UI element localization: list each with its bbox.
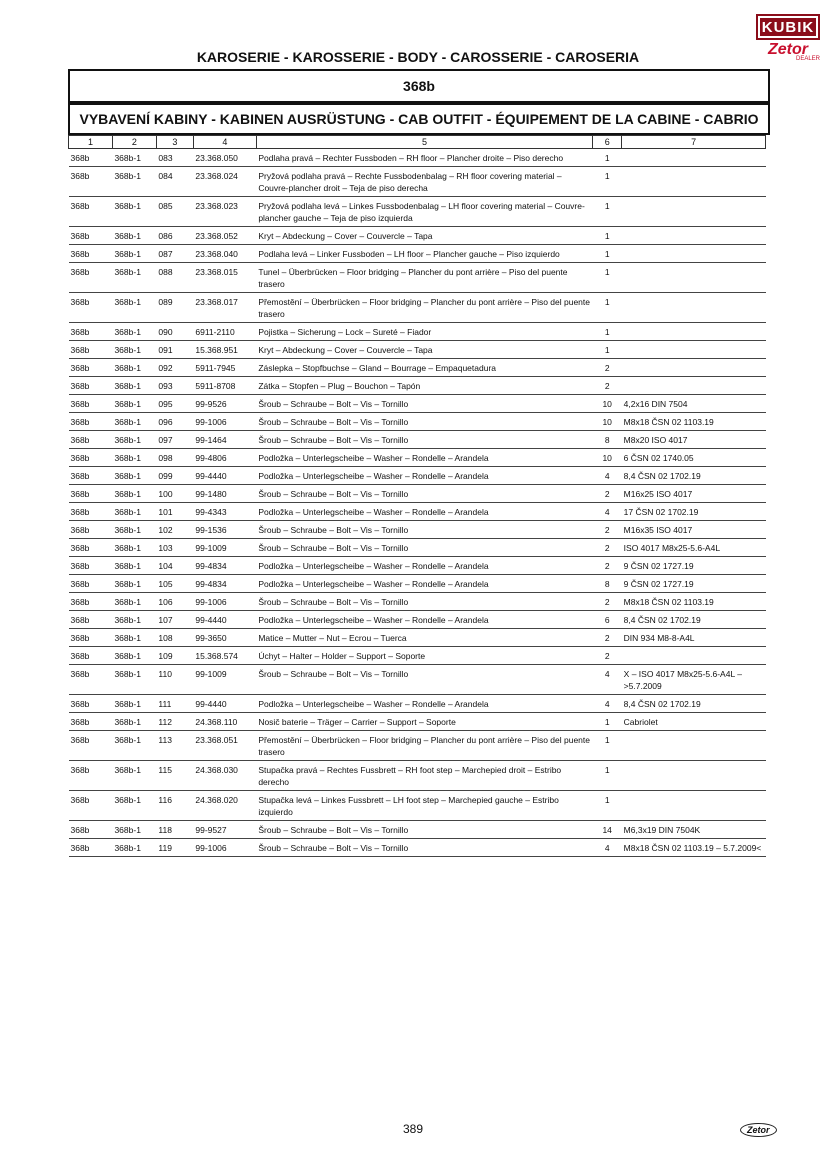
table-cell (622, 323, 766, 341)
table-cell: 15.368.574 (193, 647, 256, 665)
table-cell: 8,4 ČSN 02 1702.19 (622, 611, 766, 629)
table-cell: 23.368.015 (193, 263, 256, 293)
table-cell: 99-1006 (193, 593, 256, 611)
table-cell: 368b (69, 821, 113, 839)
group-code: 368b (68, 69, 770, 103)
table-cell (622, 293, 766, 323)
table-cell: 103 (156, 539, 193, 557)
table-cell: 368b-1 (112, 167, 156, 197)
table-cell: 108 (156, 629, 193, 647)
table-cell: 368b-1 (112, 449, 156, 467)
table-cell: 8,4 ČSN 02 1702.19 (622, 695, 766, 713)
table-cell: 368b-1 (112, 413, 156, 431)
table-cell: 368b-1 (112, 713, 156, 731)
table-cell: Přemostění – Überbrücken – Floor bridging – Plancher du pont arrière – Piso del puente trasero (256, 293, 592, 323)
table-cell: 2 (593, 359, 622, 377)
table-row (69, 521, 766, 539)
table-cell: 99-4806 (193, 449, 256, 467)
table-cell: Tunel – Überbrücken – Floor bridging – Plancher du pont arrière – Piso del puente trasero (256, 263, 592, 293)
table-cell: Podložka – Unterlegscheibe – Washer – Rondelle – Arandela (256, 557, 592, 575)
table-cell: 089 (156, 293, 193, 323)
table-cell: 99-4440 (193, 695, 256, 713)
table-cell (622, 149, 766, 167)
table-cell: 8 (593, 575, 622, 593)
table-cell: 098 (156, 449, 193, 467)
table-cell: 9 ČSN 02 1727.19 (622, 575, 766, 593)
table-cell: Šroub – Schraube – Bolt – Vis – Tornillo (256, 665, 592, 695)
table-cell: 368b (69, 593, 113, 611)
table-cell: 24.368.110 (193, 713, 256, 731)
table-cell: 368b (69, 395, 113, 413)
table-cell: M6,3x19 DIN 7504K (622, 821, 766, 839)
table-cell: 368b (69, 665, 113, 695)
table-cell: 111 (156, 695, 193, 713)
table-row (69, 293, 766, 323)
table-row (69, 557, 766, 575)
table-cell: Kryt – Abdeckung – Cover – Couvercle – Tapa (256, 341, 592, 359)
table-cell: 368b (69, 575, 113, 593)
table-cell: 368b-1 (112, 761, 156, 791)
table-cell: 368b-1 (112, 149, 156, 167)
table-cell: 368b-1 (112, 593, 156, 611)
table-cell: 99-9526 (193, 395, 256, 413)
table-cell: Šroub – Schraube – Bolt – Vis – Tornillo (256, 395, 592, 413)
table-cell: Stupačka levá – Linkes Fussbrett – LH foot step – Marchepied gauche – Estribo izquierdo (256, 791, 592, 821)
table-cell (622, 791, 766, 821)
table-cell: 99-4343 (193, 503, 256, 521)
table-cell: 99-1536 (193, 521, 256, 539)
table-cell: 368b (69, 377, 113, 395)
table-cell: 104 (156, 557, 193, 575)
table-cell: 368b-1 (112, 263, 156, 293)
table-row (69, 431, 766, 449)
table-cell: 1 (593, 293, 622, 323)
table-cell: 368b (69, 467, 113, 485)
table-cell: 083 (156, 149, 193, 167)
table-cell: 368b (69, 839, 113, 857)
table-cell: Podložka – Unterlegscheibe – Washer – Rondelle – Arandela (256, 575, 592, 593)
table-cell: 99-1464 (193, 431, 256, 449)
table-cell: M16x25 ISO 4017 (622, 485, 766, 503)
table-cell: 99-9527 (193, 821, 256, 839)
table-cell: 2 (593, 377, 622, 395)
table-cell: 2 (593, 557, 622, 575)
table-cell: 368b-1 (112, 647, 156, 665)
table-cell: 119 (156, 839, 193, 857)
table-cell: 095 (156, 395, 193, 413)
table-cell (622, 377, 766, 395)
table-cell: 368b-1 (112, 395, 156, 413)
page-title: KAROSERIE - KAROSSERIE - BODY - CAROSSERIE - CAROSERIA (196, 49, 640, 65)
table-cell: 368b-1 (112, 695, 156, 713)
table-cell: 6 ČSN 02 1740.05 (622, 449, 766, 467)
table-cell: Šroub – Schraube – Bolt – Vis – Tornillo (256, 821, 592, 839)
parts-table (68, 135, 766, 857)
table-row (69, 593, 766, 611)
table-cell: 368b-1 (112, 293, 156, 323)
table-cell: 23.368.040 (193, 245, 256, 263)
table-cell: 368b-1 (112, 629, 156, 647)
table-cell: 368b (69, 263, 113, 293)
table-cell: 99-4440 (193, 467, 256, 485)
table-cell (622, 227, 766, 245)
table-cell: 113 (156, 731, 193, 761)
table-cell: Záslepka – Stopfbuchse – Gland – Bourrage – Empaquetadura (256, 359, 592, 377)
table-cell: 1 (593, 197, 622, 227)
table-cell: 99-3650 (193, 629, 256, 647)
table-cell: Podlaha levá – Linker Fussboden – LH floor – Plancher gauche – Piso izquierdo (256, 245, 592, 263)
table-cell: 24.368.020 (193, 791, 256, 821)
table-cell (622, 197, 766, 227)
table-cell: 368b (69, 761, 113, 791)
table-cell: Podložka – Unterlegscheibe – Washer – Rondelle – Arandela (256, 503, 592, 521)
table-body (69, 149, 766, 857)
table-cell: 109 (156, 647, 193, 665)
table-cell: 4,2x16 DIN 7504 (622, 395, 766, 413)
table-header (69, 136, 766, 149)
table-row (69, 821, 766, 839)
table-cell: Podložka – Unterlegscheibe – Washer – Rondelle – Arandela (256, 695, 592, 713)
table-cell: 112 (156, 713, 193, 731)
table-cell: 368b-1 (112, 557, 156, 575)
table-row (69, 503, 766, 521)
table-row (69, 539, 766, 557)
table-cell: 23.368.017 (193, 293, 256, 323)
table-cell: 1 (593, 263, 622, 293)
table-cell: 368b-1 (112, 821, 156, 839)
table-cell: 368b (69, 323, 113, 341)
kubik-logo: KUBIK (756, 14, 820, 40)
table-row (69, 467, 766, 485)
table-cell: 23.368.050 (193, 149, 256, 167)
table-cell: 24.368.030 (193, 761, 256, 791)
table-cell: 368b-1 (112, 245, 156, 263)
table-cell: 368b-1 (112, 839, 156, 857)
table-cell: 4 (593, 467, 622, 485)
dealer-label: DEALER (795, 56, 820, 62)
table-cell: 368b-1 (112, 575, 156, 593)
table-cell: M8x18 ČSN 02 1103.19 (622, 593, 766, 611)
table-cell: 368b (69, 149, 113, 167)
table-cell: Šroub – Schraube – Bolt – Vis – Tornillo (256, 431, 592, 449)
table-cell: Pryžová podlaha levá – Linkes Fussbodenbalag – LH floor covering material – Couvre-plancher gauche – Teja de piso izquierda (256, 197, 592, 227)
table-cell: Nosič baterie – Träger – Carrier – Support – Soporte (256, 713, 592, 731)
table-cell: 9 ČSN 02 1727.19 (622, 557, 766, 575)
table-cell: 092 (156, 359, 193, 377)
table-cell: 368b-1 (112, 341, 156, 359)
table-cell: 2 (593, 647, 622, 665)
table-cell (622, 731, 766, 761)
table-row (69, 761, 766, 791)
table-cell: 368b (69, 227, 113, 245)
table-cell: 091 (156, 341, 193, 359)
table-cell (622, 245, 766, 263)
section-subtitle: VYBAVENÍ KABINY - KABINEN AUSRÜSTUNG - CAB OUTFIT - ÉQUIPEMENT DE LA CABINE - CABRIO (68, 103, 770, 135)
table-cell: 368b (69, 197, 113, 227)
table-cell: 368b-1 (112, 467, 156, 485)
table-cell: 368b-1 (112, 377, 156, 395)
table-row (69, 791, 766, 821)
table-cell: 2 (593, 521, 622, 539)
table-cell: M8x18 ČSN 02 1103.19 – 5.7.2009< (622, 839, 766, 857)
table-cell: Pryžová podlaha pravá – Rechte Fussbodenbalag – RH floor covering material – Couvre-plancher droit – Teja de piso derecha (256, 167, 592, 197)
table-cell: Podložka – Unterlegscheibe – Washer – Rondelle – Arandela (256, 467, 592, 485)
table-cell: 14 (593, 821, 622, 839)
table-cell: 1 (593, 149, 622, 167)
table-cell: M8x20 ISO 4017 (622, 431, 766, 449)
table-cell: 368b (69, 413, 113, 431)
table-cell: 093 (156, 377, 193, 395)
table-row (69, 839, 766, 857)
table-cell: 084 (156, 167, 193, 197)
column-header: 4 (193, 136, 256, 149)
table-cell: 99-4834 (193, 575, 256, 593)
table-cell: 368b (69, 539, 113, 557)
table-row (69, 575, 766, 593)
table-row (69, 167, 766, 197)
table-cell: Šroub – Schraube – Bolt – Vis – Tornillo (256, 413, 592, 431)
table-row (69, 377, 766, 395)
table-row (69, 731, 766, 761)
table-cell: 2 (593, 485, 622, 503)
table-cell: 368b (69, 449, 113, 467)
table-cell: 368b (69, 647, 113, 665)
table-cell: 368b (69, 245, 113, 263)
table-row (69, 449, 766, 467)
table-cell: 368b (69, 293, 113, 323)
table-row (69, 485, 766, 503)
table-cell: 368b (69, 791, 113, 821)
table-cell: 23.368.023 (193, 197, 256, 227)
table-cell: 090 (156, 323, 193, 341)
table-cell: Přemostění – Überbrücken – Floor bridging – Plancher du pont arrière – Piso del puente trasero (256, 731, 592, 761)
table-cell: Pojistka – Sicherung – Lock – Sureté – Fiador (256, 323, 592, 341)
table-cell: 4 (593, 665, 622, 695)
table-cell: 368b-1 (112, 731, 156, 761)
table-cell: Cabriolet (622, 713, 766, 731)
table-cell: 368b (69, 167, 113, 197)
table-cell: 368b-1 (112, 431, 156, 449)
table-cell: 088 (156, 263, 193, 293)
table-cell: 086 (156, 227, 193, 245)
table-cell: 99-1480 (193, 485, 256, 503)
table-cell: Šroub – Schraube – Bolt – Vis – Tornillo (256, 593, 592, 611)
table-row (69, 341, 766, 359)
table-cell: 368b (69, 521, 113, 539)
table-cell: Podlaha pravá – Rechter Fussboden – RH floor – Plancher droite – Piso derecho (256, 149, 592, 167)
table-cell: 5911-7945 (193, 359, 256, 377)
table-cell: 99-1006 (193, 839, 256, 857)
table-cell: 6911-2110 (193, 323, 256, 341)
table-cell: Kryt – Abdeckung – Cover – Couvercle – Tapa (256, 227, 592, 245)
table-cell: 99-4834 (193, 557, 256, 575)
table-row (69, 413, 766, 431)
table-cell: 106 (156, 593, 193, 611)
table-cell: 085 (156, 197, 193, 227)
table-cell: 368b (69, 557, 113, 575)
table-cell: 368b-1 (112, 227, 156, 245)
column-header: 7 (622, 136, 766, 149)
table-cell: 368b (69, 611, 113, 629)
table-cell: 1 (593, 323, 622, 341)
table-cell: Šroub – Schraube – Bolt – Vis – Tornillo (256, 485, 592, 503)
table-cell: 2 (593, 593, 622, 611)
table-cell: Úchyt – Halter – Holder – Support – Soporte (256, 647, 592, 665)
table-cell: Podložka – Unterlegscheibe – Washer – Rondelle – Arandela (256, 449, 592, 467)
table-cell: 102 (156, 521, 193, 539)
table-row (69, 149, 766, 167)
table-cell: 116 (156, 791, 193, 821)
table-cell: 368b (69, 341, 113, 359)
table-cell: 15.368.951 (193, 341, 256, 359)
table-cell: 368b (69, 731, 113, 761)
table-cell (622, 263, 766, 293)
table-cell: 1 (593, 245, 622, 263)
table-cell: DIN 934 M8-8-A4L (622, 629, 766, 647)
table-cell: 4 (593, 839, 622, 857)
table-cell: 115 (156, 761, 193, 791)
table-cell: 5911-8708 (193, 377, 256, 395)
table-cell (622, 167, 766, 197)
table-row (69, 713, 766, 731)
table-cell: M8x18 ČSN 02 1103.19 (622, 413, 766, 431)
table-cell: 10 (593, 449, 622, 467)
table-cell: 368b-1 (112, 359, 156, 377)
table-row (69, 695, 766, 713)
table-cell: 368b (69, 695, 113, 713)
table-cell: 368b-1 (112, 791, 156, 821)
table-cell: 097 (156, 431, 193, 449)
table-cell: 8 (593, 431, 622, 449)
table-cell: 2 (593, 539, 622, 557)
table-cell: Matice – Mutter – Nut – Ecrou – Tuerca (256, 629, 592, 647)
table-cell: 107 (156, 611, 193, 629)
table-cell: ISO 4017 M8x25-5.6-A4L (622, 539, 766, 557)
table-cell: 6 (593, 611, 622, 629)
zetor-logo: Zetor (768, 41, 808, 58)
table-cell: 1 (593, 227, 622, 245)
table-cell: X – ISO 4017 M8x25-5.6-A4L – >5.7.2009 (622, 665, 766, 695)
table-row (69, 245, 766, 263)
table-cell: 17 ČSN 02 1702.19 (622, 503, 766, 521)
table-cell: 368b (69, 629, 113, 647)
table-cell: 8,4 ČSN 02 1702.19 (622, 467, 766, 485)
table-cell: Šroub – Schraube – Bolt – Vis – Tornillo (256, 539, 592, 557)
table-cell: 096 (156, 413, 193, 431)
table-cell: 23.368.024 (193, 167, 256, 197)
table-cell: 368b-1 (112, 197, 156, 227)
table-cell: 1 (593, 731, 622, 761)
table-row (69, 197, 766, 227)
table-cell: 101 (156, 503, 193, 521)
table-row (69, 263, 766, 293)
table-cell: Šroub – Schraube – Bolt – Vis – Tornillo (256, 521, 592, 539)
table-cell: 368b-1 (112, 503, 156, 521)
column-header: 6 (593, 136, 622, 149)
table-cell (622, 761, 766, 791)
column-header: 5 (256, 136, 592, 149)
table-cell (622, 359, 766, 377)
table-cell: 1 (593, 791, 622, 821)
table-cell: 1 (593, 341, 622, 359)
table-cell: 368b-1 (112, 665, 156, 695)
table-cell: 10 (593, 395, 622, 413)
table-cell: 1 (593, 761, 622, 791)
column-header: 1 (69, 136, 113, 149)
table-cell: 105 (156, 575, 193, 593)
table-cell: 99-1009 (193, 539, 256, 557)
table-cell: M16x35 ISO 4017 (622, 521, 766, 539)
table-cell: 99-1006 (193, 413, 256, 431)
table-cell: 2 (593, 629, 622, 647)
table-cell: 4 (593, 503, 622, 521)
table-row (69, 665, 766, 695)
table-row (69, 359, 766, 377)
table-cell: Šroub – Schraube – Bolt – Vis – Tornillo (256, 839, 592, 857)
table-cell: 118 (156, 821, 193, 839)
table-cell: 368b (69, 431, 113, 449)
zetor-footer-logo: Zetor (740, 1123, 777, 1137)
table-cell: 368b-1 (112, 485, 156, 503)
table-cell: 087 (156, 245, 193, 263)
table-row (69, 227, 766, 245)
table-cell: Stupačka pravá – Rechtes Fussbrett – RH foot step – Marchepied droit – Estribo derecho (256, 761, 592, 791)
column-header: 2 (112, 136, 156, 149)
table-row (69, 611, 766, 629)
table-cell: Zátka – Stopfen – Plug – Bouchon – Tapón (256, 377, 592, 395)
table-cell: 99-1009 (193, 665, 256, 695)
table-cell: 368b-1 (112, 611, 156, 629)
table-cell: 100 (156, 485, 193, 503)
table-cell: Podložka – Unterlegscheibe – Washer – Rondelle – Arandela (256, 611, 592, 629)
table-cell: 368b-1 (112, 323, 156, 341)
table-cell: 1 (593, 713, 622, 731)
table-cell: 99-4440 (193, 611, 256, 629)
table-cell: 10 (593, 413, 622, 431)
table-cell: 23.368.052 (193, 227, 256, 245)
table-cell (622, 341, 766, 359)
table-cell: 368b (69, 503, 113, 521)
table-cell: 368b-1 (112, 521, 156, 539)
table-cell: 110 (156, 665, 193, 695)
table-cell: 1 (593, 167, 622, 197)
table-row (69, 647, 766, 665)
table-cell: 23.368.051 (193, 731, 256, 761)
table-cell (622, 647, 766, 665)
table-row (69, 395, 766, 413)
table-cell: 368b (69, 485, 113, 503)
table-row (69, 629, 766, 647)
table-cell: 368b (69, 713, 113, 731)
column-header: 3 (156, 136, 193, 149)
table-cell: 4 (593, 695, 622, 713)
table-cell: 368b (69, 359, 113, 377)
table-cell: 099 (156, 467, 193, 485)
table-cell: 368b-1 (112, 539, 156, 557)
page-number: 389 (402, 1122, 424, 1136)
table-row (69, 323, 766, 341)
